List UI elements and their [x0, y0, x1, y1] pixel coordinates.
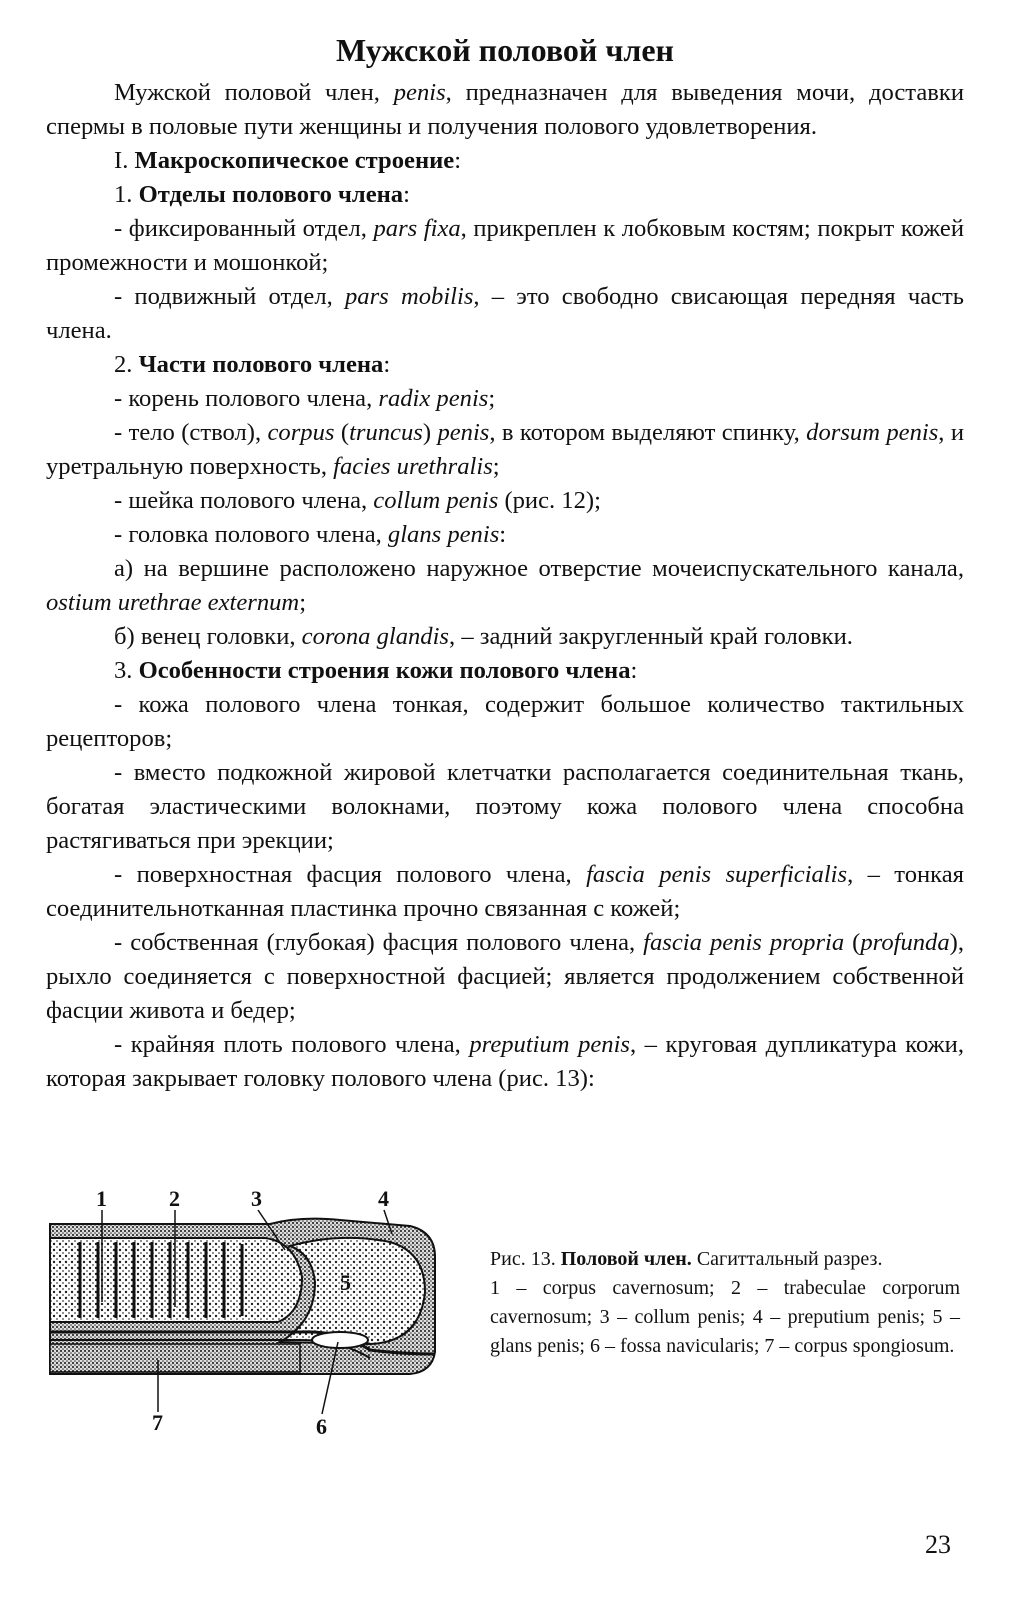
figure-label-6: 6	[316, 1414, 327, 1439]
item-mobile-part: - подвижный отдел, pars mobilis, – это свободно свисающая передняя часть члена.	[46, 283, 964, 344]
item-skin-4: - собственная (глубокая) фасция полового члена, fascia penis propria (profunda), рыхло соединяется с поверхностной фасцией; является продолжением собственной фасции живота и бедер;	[46, 929, 964, 1024]
item-skin-1: - кожа полового члена тонкая, содержит большое количество тактильных рецепторов;	[46, 691, 964, 752]
item-neck: - шейка полового члена, collum penis (рис. 12);	[114, 487, 601, 514]
item-skin-3: - поверхностная фасция полового члена, fascia penis superficialis, – тонкая соединительнотканная пластинка прочно связанная с кожей;	[46, 861, 964, 922]
intro-paragraph: Мужской половой член, penis, предназначен для выведения мочи, доставки спермы в половые пути женщины и получения полового удовлетворения.	[46, 79, 964, 140]
figure-label-7: 7	[152, 1410, 163, 1435]
figure-13-illustration	[40, 1182, 460, 1442]
item-body: - тело (ствол), corpus (truncus) penis, в котором выделяют спинку, dorsum penis, и уретральную поверхность, facies urethralis;	[46, 419, 964, 480]
figure-label-1: 1	[96, 1186, 107, 1211]
heading-skin: 3. Особенности строения кожи полового члена:	[114, 657, 638, 684]
item-skin-2: - вместо подкожной жировой клетчатки располагается соединительная ткань, богатая эластическими волокнами, поэтому кожа полового члена способна растягиваться при эрекции;	[46, 759, 964, 854]
item-glans-b: б) венец головки, corona glandis, – задний закругленный край головки.	[114, 623, 853, 650]
page-title: Мужской половой член	[336, 32, 674, 68]
heading-parts: 2. Части полового члена:	[114, 351, 391, 378]
page-number: 23	[925, 1530, 951, 1559]
item-glans-a: а) на вершине расположено наружное отверстие мочеиспускательного канала, ostium urethrae externum;	[46, 555, 964, 616]
page-content	[46, 30, 964, 1096]
figure-label-3: 3	[251, 1186, 262, 1211]
heading-sections: 1. Отделы полового члена:	[114, 181, 410, 208]
figure-label-5: 5	[340, 1270, 351, 1295]
figure-label-4: 4	[378, 1186, 389, 1211]
item-glans: - головка полового члена, glans penis:	[114, 521, 507, 548]
item-skin-5: - крайняя плоть полового члена, preputium penis, – круговая дупликатура кожи, которая закрывает головку полового члена (рис. 13):	[46, 1031, 964, 1092]
figure-caption: Рис. 13. Половой член. Сагиттальный разрез. 1 – corpus cavernosum; 2 – trabeculae corporum cavernosum; 3 – collum penis; 4 – preputium penis; 5 – glans penis; 6 – fossa navicularis; 7 – corpus spongiosum.	[490, 1248, 960, 1357]
item-root: - корень полового члена, radix penis;	[114, 385, 496, 412]
heading-macro: I. Макроскопическое строение:	[114, 147, 462, 174]
item-fixed-part: - фиксированный отдел, pars fixa, прикреплен к лобковым костям; покрыт кожей промежности и мошонкой;	[46, 215, 964, 276]
figure-label-2: 2	[169, 1186, 180, 1211]
